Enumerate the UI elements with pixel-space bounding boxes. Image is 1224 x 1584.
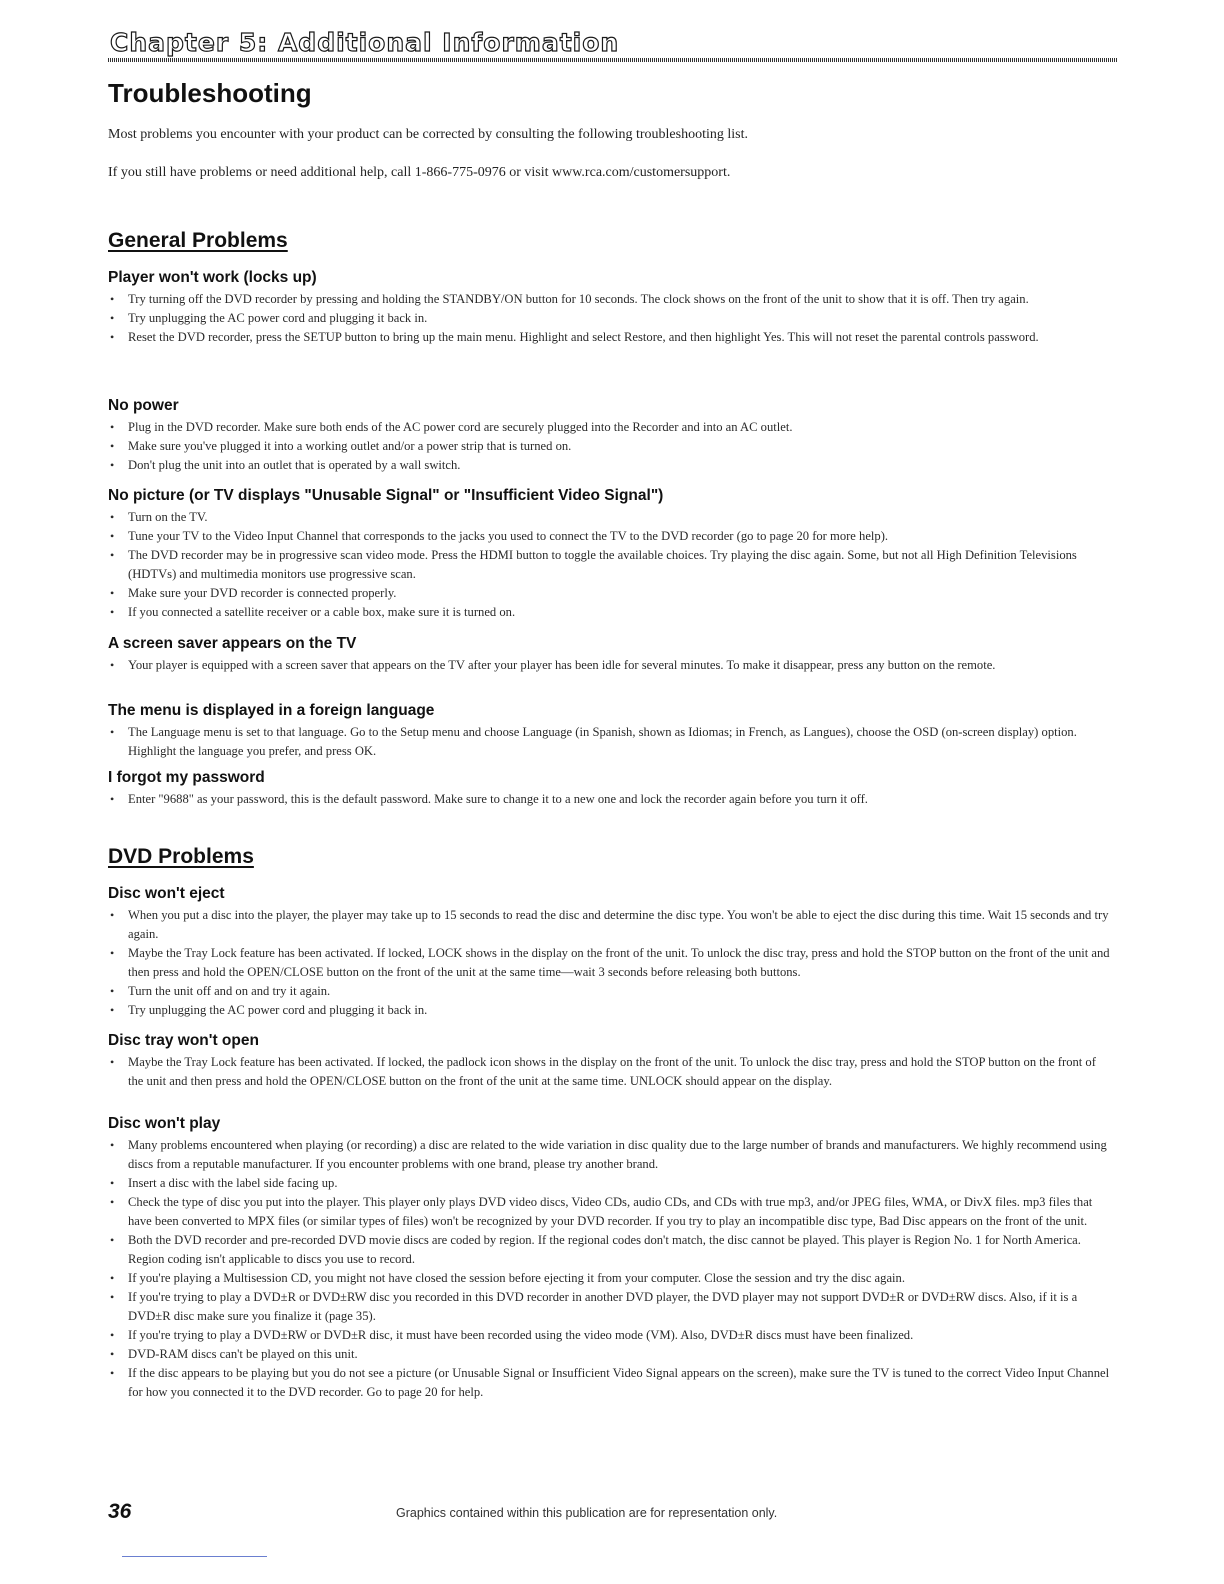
list-item: • Reset the DVD recorder, press the SETUP button to bring up the main menu. Highlight and select Restore, and then highlight Yes. This will not reset the parental controls password. <box>108 328 1110 347</box>
group-foreign-language <box>108 701 1110 761</box>
group-heading: Disc won't eject <box>108 885 225 902</box>
group-tray-open <box>108 1031 1110 1091</box>
group-heading: No power <box>108 397 179 414</box>
list-item: • If you're trying to play a DVD±RW or DVD±R disc, it must have been recorded using the video mode (VM). Also, DVD±R discs must have been finalized. <box>108 1326 1110 1345</box>
list-item: • Turn the unit off and on and try it again. <box>108 982 1110 1001</box>
list-item: • If you're trying to play a DVD±R or DVD±RW disc you recorded in this DVD recorder in another DVD player, the DVD player may not support DVD±R or DVD±RW discs. Also, if it is a DVD±R disc make sure you finalize it (page 35). <box>108 1288 1110 1326</box>
group-no-power <box>108 396 1110 475</box>
list-item: • Both the DVD recorder and pre-recorded DVD movie discs are coded by region. If the regional codes don't match, the disc cannot be played. This player is Region No. 1 for North America. Region coding isn't applicable to discs you use to record. <box>108 1231 1110 1269</box>
list-item: • Turn on the TV. <box>108 508 1110 527</box>
group-heading: A screen saver appears on the TV <box>108 635 357 652</box>
list-item: • When you put a disc into the player, the player may take up to 15 seconds to read the disc and determine the disc type. You won't be able to eject the disc during this time. Wait 15 seconds and try again. <box>108 906 1110 944</box>
list-item: • Maybe the Tray Lock feature has been activated. If locked, the padlock icon shows in the display on the front of the unit. To unlock the disc tray, press and hold the STOP button on the front of the unit and then press and hold the OPEN/CLOSE button on the front of the unit at the same time. UNLOCK should appear on the display. <box>108 1053 1110 1091</box>
list-item: • Many problems encountered when playing (or recording) a disc are related to the wide variation in disc quality due to the large number of brands and manufacturers. We highly recommend using discs from a reputable manufacturer. If you encounter problems with one brand, please try another brand. <box>108 1136 1110 1174</box>
footer-note: Graphics contained within this publication are for representation only. <box>396 1506 778 1520</box>
group-heading: No picture (or TV displays "Unusable Signal" or "Insufficient Video Signal") <box>108 487 664 504</box>
list-item: • Try unplugging the AC power cord and plugging it back in. <box>108 1001 1110 1020</box>
section-title-dvd: DVD Problems <box>108 845 254 868</box>
group-disc-eject <box>108 884 1110 1020</box>
list-item: • Try turning off the DVD recorder by pressing and holding the STANDBY/ON button for 10 seconds. The clock shows on the front of the unit to show that it is off. Then try again. <box>108 290 1110 309</box>
chapter-rule <box>108 58 1118 62</box>
list-item: • Enter "9688" as your password, this is the default password. Make sure to change it to a new one and lock the recorder again before you turn it off. <box>108 790 1110 809</box>
group-heading: The menu is displayed in a foreign language <box>108 702 435 719</box>
list-item: • Make sure you've plugged it into a working outlet and/or a power strip that is turned on. <box>108 437 1110 456</box>
page-title: Troubleshooting <box>108 78 312 108</box>
section-title-general: General Problems <box>108 229 288 252</box>
group-screen-saver <box>108 634 1110 675</box>
group-player-locks <box>108 268 1110 347</box>
chapter-title: Chapter 5: Additional Information <box>110 28 620 57</box>
list-item: • The Language menu is set to that language. Go to the Setup menu and choose Language (in Spanish, shown as Idiomas; in French, as Langues), choose the OSD (on-screen display) option. Highlight the language you prefer, and press OK. <box>108 723 1110 761</box>
list-item: • Maybe the Tray Lock feature has been activated. If locked, LOCK shows in the display on the front of the unit. To unlock the disc tray, press and hold the STOP button on the front of the unit and then press and hold the OPEN/CLOSE button on the front of the unit at the same time—wait 3 seconds before releasing both buttons. <box>108 944 1110 982</box>
list-item: • Tune your TV to the Video Input Channel that corresponds to the jacks you used to connect the TV to the DVD recorder (go to page 20 for more help). <box>108 527 1110 546</box>
intro-paragraph: Most problems you encounter with your product can be corrected by consulting the following troubleshooting list. <box>108 127 748 142</box>
list-item: • Check the type of disc you put into the player. This player only plays DVD video discs, Video CDs, audio CDs, and CDs with true mp3, and/or JPEG files, WMA, or DivX files. mp3 files that have been converted to MPX files (or similar types of files) won't be recognized by your DVD recorder. If you try to play an incompatible disc type, Bad Disc appears on the front of the unit. <box>108 1193 1110 1231</box>
list-item: • DVD-RAM discs can't be played on this unit. <box>108 1345 1110 1364</box>
help-paragraph: If you still have problems or need additional help, call 1-866-775-0976 or visit www.rca.com/customersupport. <box>108 165 731 180</box>
list-item: • If the disc appears to be playing but you do not see a picture (or Unusable Signal or Insufficient Video Signal appears on the screen), make sure the TV is tuned to the correct Video Input Channel for how you connected it to the DVD recorder. Go to page 20 for help. <box>108 1364 1110 1402</box>
group-disc-play <box>108 1114 1110 1402</box>
group-heading: Player won't work (locks up) <box>108 269 317 286</box>
list-item: • The DVD recorder may be in progressive scan video mode. Press the HDMI button to toggle the available choices. Try playing the disc again. Some, but not all High Definition Televisions (HDTVs) and multimedia monitors use progressive scan. <box>108 546 1110 584</box>
list-item: • Insert a disc with the label side facing up. <box>108 1174 1110 1193</box>
page-number: 36 <box>108 1500 132 1523</box>
list-item: • Make sure your DVD recorder is connected properly. <box>108 584 1110 603</box>
chapter-header <box>108 26 1118 62</box>
group-heading: Disc won't play <box>108 1115 221 1132</box>
list-item: • If you're playing a Multisession CD, you might not have closed the session before ejecting it from your computer. Close the session and try the disc again. <box>108 1269 1110 1288</box>
list-item: • Don't plug the unit into an outlet that is operated by a wall switch. <box>108 456 1110 475</box>
list-item: • Plug in the DVD recorder. Make sure both ends of the AC power cord are securely plugged into the Recorder and into an AC outlet. <box>108 418 1110 437</box>
list-item: • Your player is equipped with a screen saver that appears on the TV after your player has been idle for several minutes. To make it disappear, press any button on the remote. <box>108 656 1110 675</box>
group-heading: I forgot my password <box>108 769 265 786</box>
list-item: • If you connected a satellite receiver or a cable box, make sure it is turned on. <box>108 603 1110 622</box>
group-heading: Disc tray won't open <box>108 1032 259 1049</box>
group-forgot-password <box>108 768 1110 809</box>
footer-rule <box>122 1556 267 1557</box>
list-item: • Try unplugging the AC power cord and plugging it back in. <box>108 309 1110 328</box>
group-no-picture <box>108 486 1110 622</box>
